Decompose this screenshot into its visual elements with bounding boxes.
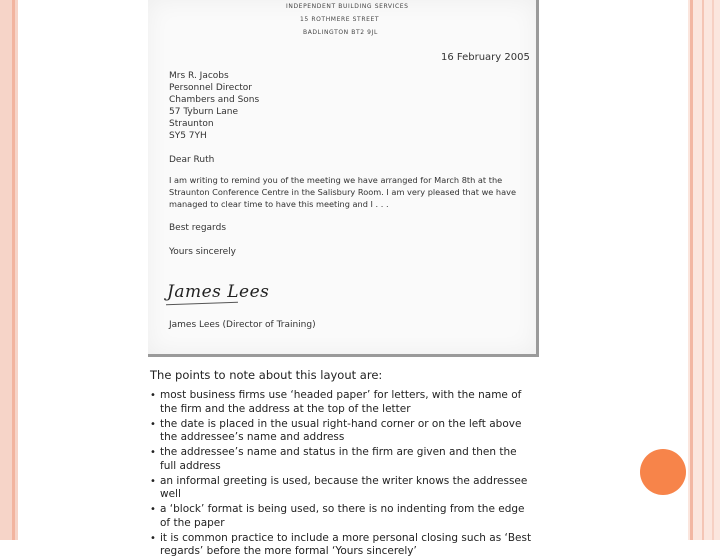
note-item: • an informal greeting is used, because the writer knows the addressee well [148,475,536,502]
letterhead-street: 15 ROTHMERE STREET [300,16,380,23]
signature-stroke [166,302,238,306]
recipient-name: Mrs R. Jacobs [169,71,229,81]
letterhead-company: INDEPENDENT BUILDING SERVICES [286,3,409,10]
handwritten-signature: James Lees [167,282,270,302]
accent-circle [640,449,686,495]
signatory: James Lees (Director of Training) [169,320,316,330]
body-line-3: managed to clear time to have this meeting and I . . . [169,199,389,209]
recipient-postcode: SY5 7YH [169,131,207,141]
body-line-2: Straunton Conference Centre in the Salisbury Room. I am very pleased that we have [169,187,516,197]
recipient-title: Personnel Director [169,83,252,93]
note-item: • a ‘block’ format is being used, so there is no indenting from the edge of the paper [148,503,536,530]
recipient-company: Chambers and Sons [169,95,260,105]
recipient-town: Straunton [169,119,214,129]
note-item: • most business firms use ‘headed paper’ for letters, with the name of the firm and the address at the top of the letter [148,389,536,416]
closing: Yours sincerely [169,247,237,257]
note-item: • it is common practice to include a more personal closing such as ‘Best regards’ before the more formal ‘Yours sincerely’ [148,532,536,559]
slide-frame-right [688,0,720,540]
recipient-street: 57 Tyburn Lane [169,107,239,117]
notes-heading: The points to note about this layout are: [150,368,383,382]
note-item: • the date is placed in the usual right-hand corner or on the left above the addressee’s name and address [148,418,536,445]
slide-frame-left [0,0,18,540]
layout-notes [148,368,536,557]
body-line-1: I am writing to remind you of the meeting we have arranged for March 8th at the [169,175,503,185]
best-regards: Best regards [169,223,227,233]
salutation: Dear Ruth [169,155,215,165]
letterhead-town: BADLINGTON BT2 9JL [303,29,378,36]
letter-date: 16 February 2005 [441,52,530,63]
note-item: • the addressee’s name and status in the firm are given and then the full address [148,446,536,473]
scanned-letter [148,0,539,357]
notes-list [148,389,536,559]
